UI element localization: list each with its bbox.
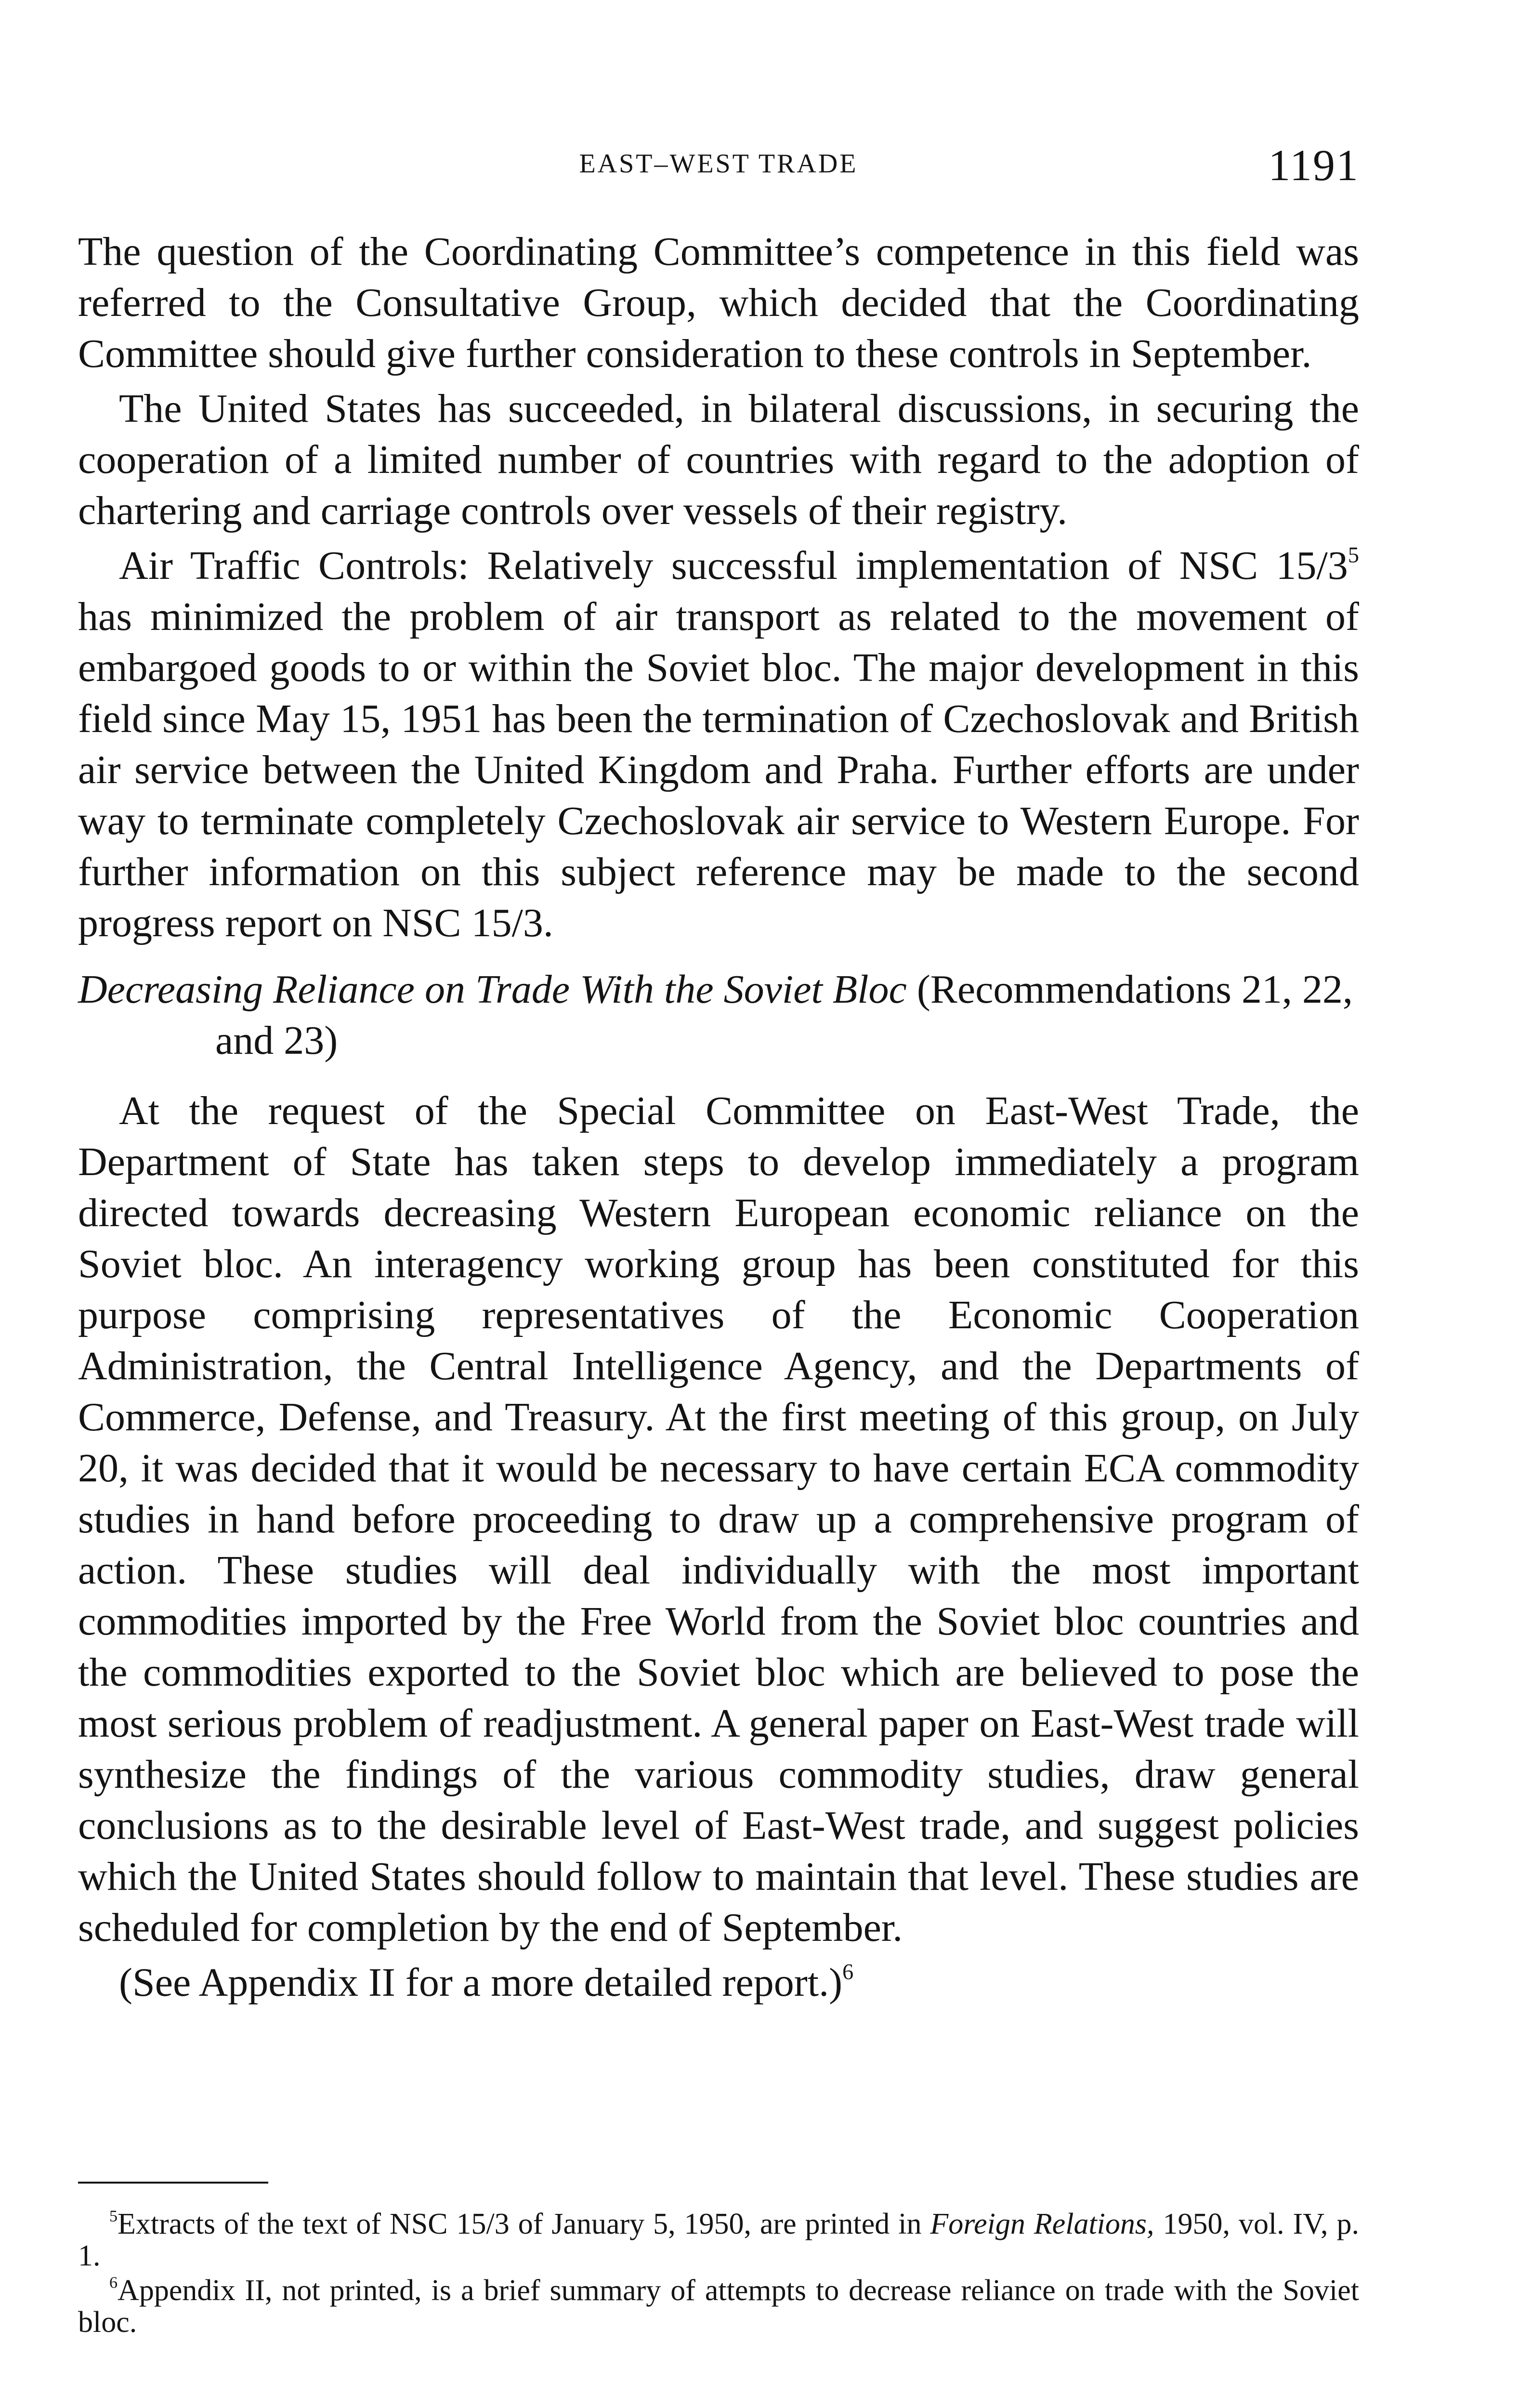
running-head <box>78 140 1359 193</box>
footnote-5-mark: 5 <box>109 2207 118 2225</box>
paragraph-coordinating-committee: The question of the Coordinating Committee’s competence in this field was referred to the Consultative Group, which decided that the Coordinating Committee should give further consideration to these controls in September. <box>78 229 1359 376</box>
footnote-6-mark: 6 <box>109 2274 118 2292</box>
section-heading <box>78 964 1359 1066</box>
footnote-6-text: Appendix II, not printed, is a brief summary of attempts to decrease reliance on trade with the Soviet bloc. <box>78 2274 1359 2339</box>
body-text <box>78 226 1359 2012</box>
paragraph-special-committee: At the request of the Special Committee on East-West Trade, the Department of State has taken steps to develop immediately a program directed towards decreasing Western European economic reliance on the Soviet bloc. An interagency working group has been constituted for this purpose comprising representatives of the Economic Cooperation Administration, the Central Intelligence Agency, and the Departments of Commerce, Defense, and Treasury. At the first meeting of this group, on July 20, it was decided that it would be necessary to have certain ECA commodity studies in hand before proceeding to draw up a comprehensive program of action. These studies will deal individually with the most important commodities imported by the Free World from the Soviet bloc countries and the commodities exported to the Soviet bloc which are believed to pose the most serious problem of readjustment. A general paper on East-West trade will synthesize the findings of the various commodity studies, draw general conclusions as to the desirable level of East-West trade, and suggest policies which the United States should follow to maintain that level. These studies are scheduled for completion by the end of September. <box>78 1088 1359 1950</box>
footnotes <box>78 2208 1359 2341</box>
footnote-ref-5[interactable]: 5 <box>1348 542 1359 567</box>
footnote-6 <box>78 2275 1359 2338</box>
air-traffic-lead: Air Traffic Controls: Relatively successful implementation of NSC 15/3 <box>119 543 1348 588</box>
section-heading-recommendations: (Recommendations 21, 22, and 23) <box>215 967 1353 1063</box>
air-traffic-rest: has minimized the problem of air transport as related to the movement of embargoed goods to or within the Soviet bloc. The major development in this field since May 15, 1951 has been the termination of Czechoslovak and British air service between the United Kingdom and Praha. Further efforts are under way to terminate completely Czechoslovak air service to Western Europe. For further information on this subject reference may be made to the second progress report on NSC 15/3. <box>78 594 1359 945</box>
paragraph-air-traffic-controls <box>78 540 1359 949</box>
running-title: EAST–WEST TRADE <box>579 149 858 179</box>
page-number: 1191 <box>1268 141 1359 190</box>
footnote-5-tail: 1950, vol. IV, p. 1. <box>78 2208 1360 2272</box>
appendix-reference-text: (See Appendix II for a more detailed report.) <box>119 1960 843 2005</box>
footnote-rule <box>78 2182 268 2184</box>
paragraph-bilateral-discussions: The United States has succeeded, in bilateral discussions, in securing the cooperation of a limited number of countries with regard to the adoption of chartering and carriage controls over vessels of their registry. <box>78 386 1359 533</box>
section-heading-title: Decreasing Reliance on Trade With the Soviet Bloc <box>78 967 907 1012</box>
footnote-5 <box>78 2208 1359 2272</box>
footnote-5-text: Extracts of the text of NSC 15/3 of January 5, 1950, are printed in <box>118 2208 930 2240</box>
footnote-ref-6[interactable]: 6 <box>842 1959 854 1984</box>
footnote-5-italic: Foreign Relations, <box>930 2208 1154 2240</box>
paragraph-appendix-reference <box>78 1957 1359 2008</box>
